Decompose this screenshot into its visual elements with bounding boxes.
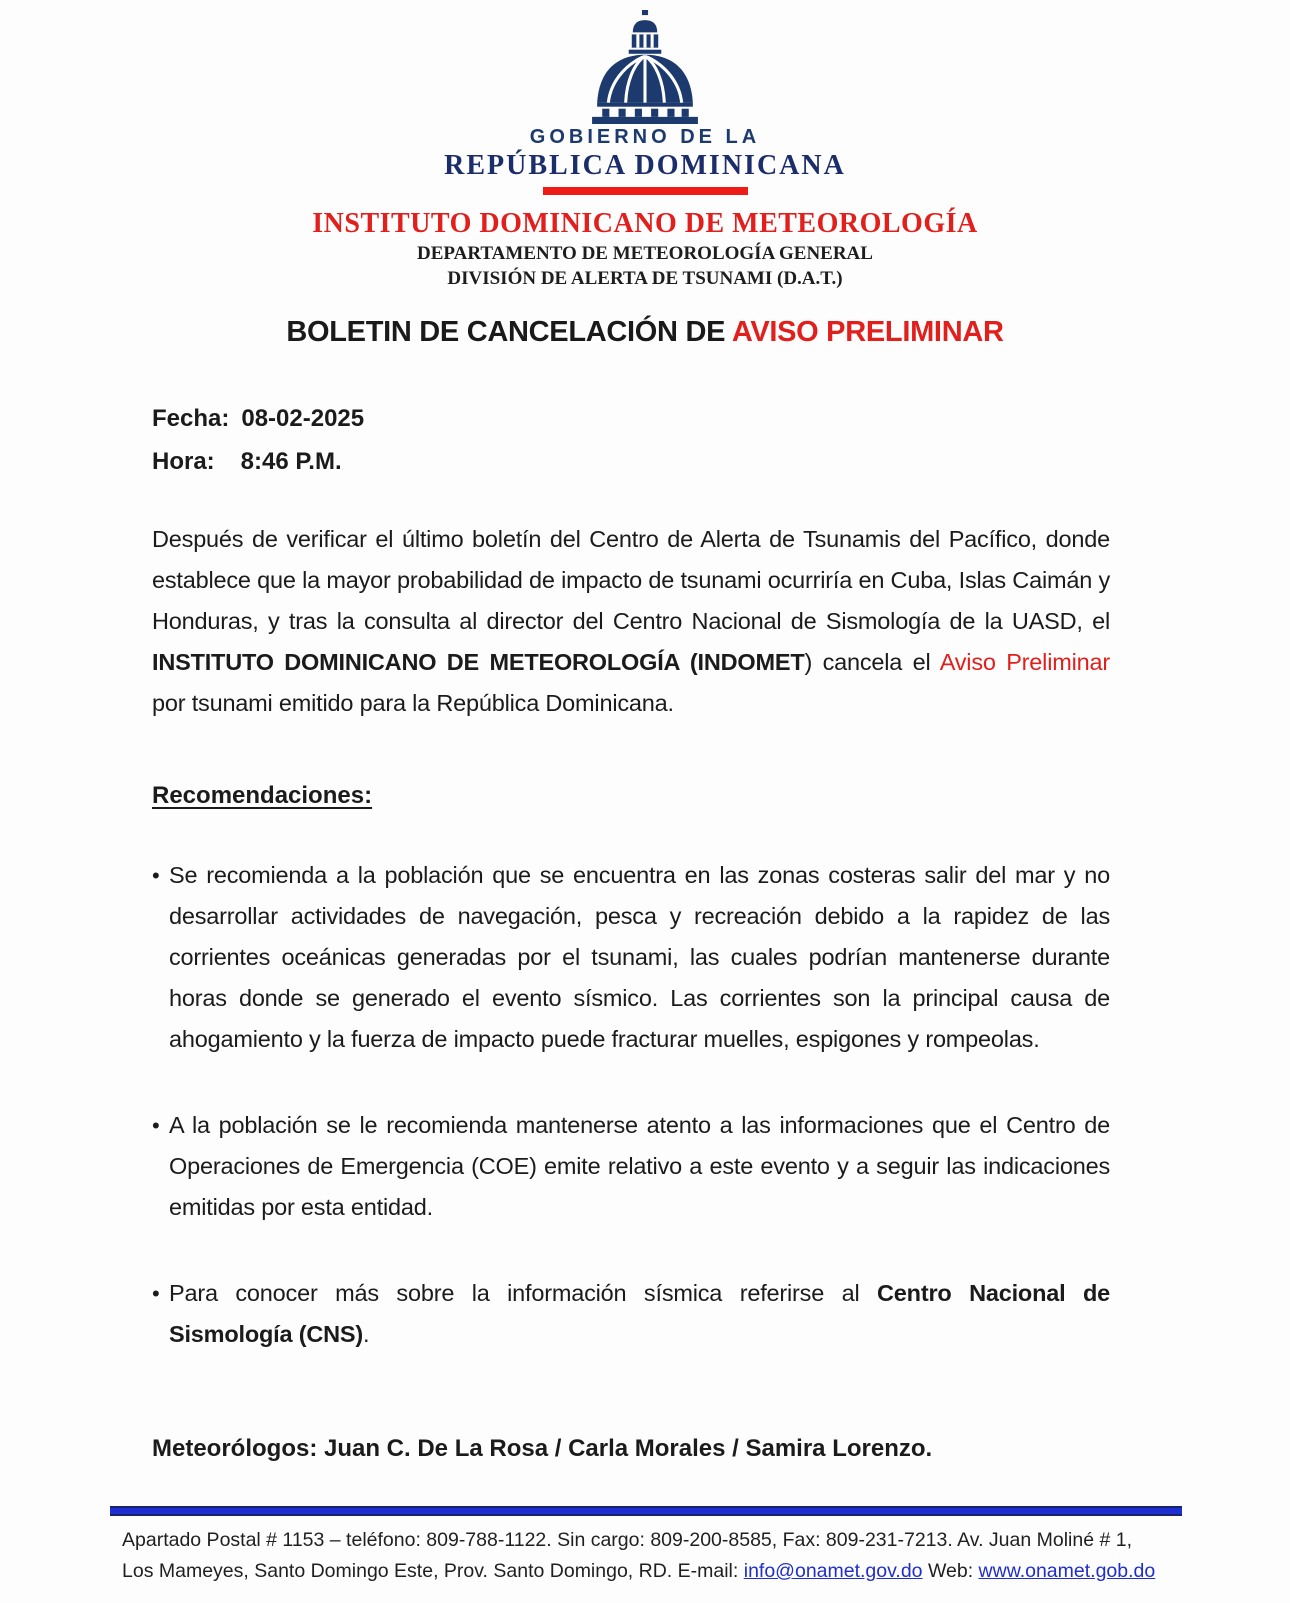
division-line: DIVISIÓN DE ALERTA DE TSUNAMI (D.A.T.) <box>447 268 843 289</box>
fecha-value: 08-02-2025 <box>241 405 365 432</box>
text-segment: por tsunami emitido para la República Dominicana. <box>152 690 674 716</box>
recommendations-heading: Recomendaciones: <box>152 782 373 809</box>
footer-line2 <box>122 1556 1190 1587</box>
text-segment: (CNS) <box>298 1321 363 1347</box>
footer-double-rule <box>110 1506 1182 1516</box>
footer-line2-mid: Web: <box>922 1560 979 1582</box>
hora-label: Hora: <box>152 448 215 475</box>
text-segment: A la población se le recomienda mantenerse atento a las informaciones que el Centro de Operaciones de Emergencia (COE) emite relativo a este evento y a seguir las indicaciones emitidas por esta entidad. <box>169 1112 1110 1220</box>
recommendation-item <box>152 1105 1110 1228</box>
instituto-line: INSTITUTO DOMINICANO DE METEOROLOGÍA <box>312 208 978 239</box>
bullet-marker: • <box>152 863 160 888</box>
document-footer <box>0 1506 1290 1603</box>
bullet-marker: • <box>152 1113 160 1138</box>
recommendation-text <box>169 1273 1110 1355</box>
fecha-row <box>152 397 1110 440</box>
email-link[interactable]: info@onamet.gov.do <box>743 1560 923 1582</box>
main-paragraph <box>152 519 1110 724</box>
departamento-line: DEPARTAMENTO DE METEOROLOGÍA GENERAL <box>417 243 873 264</box>
text-segment: Después de verificar el último boletín del Centro de Alerta de Tsunamis del Pacífico, donde establece que la mayor probabilidad de impacto de tsunami ocurriría en Cuba, Islas Caimán y Honduras, y tras la consulta al director del Centro Nacional de Sismología de la UASD, el <box>152 526 1110 634</box>
government-dome-logo-icon <box>579 10 711 124</box>
recommendations-list <box>152 855 1110 1355</box>
bulletin-title <box>0 316 1290 349</box>
recommendation-text <box>169 1105 1110 1228</box>
text-segment: . <box>363 1321 370 1347</box>
footer-line2-prefix: Los Mameyes, Santo Domingo Este, Prov. Santo Domingo, RD. E-mail: <box>122 1560 744 1582</box>
bullet-marker: • <box>152 1281 160 1306</box>
fecha-label: Fecha: <box>152 405 230 432</box>
footer-text <box>122 1525 1190 1587</box>
meteorologists-line: Meteorólogos: Juan C. De La Rosa / Carla Morales / Samira Lorenzo. <box>152 1435 933 1462</box>
footer-line1: Apartado Postal # 1153 – teléfono: 809-788-1122. Sin cargo: 809-200-8585, Fax: 809-231-7213. Av. Juan Moliné # 1, <box>122 1529 1133 1551</box>
recommendation-item <box>152 855 1110 1060</box>
text-segment: ) cancela el <box>804 649 940 675</box>
web-link[interactable]: www.onamet.gob.do <box>978 1560 1156 1582</box>
meta-block <box>152 397 1110 483</box>
republica-line: REPÚBLICA DOMINICANA <box>444 150 846 181</box>
text-segment: Centro Nacional de Sismología <box>169 1280 1110 1347</box>
document-body <box>152 349 1110 1463</box>
text-segment: Para conocer más sobre la información sísmica referirse al <box>169 1280 878 1306</box>
text-segment: Aviso Preliminar <box>939 649 1110 675</box>
bulletin-title-black: BOLETIN DE CANCELACIÓN DE <box>286 316 732 348</box>
bulletin-title-red: AVISO PRELIMINAR <box>731 316 1004 348</box>
red-underline-bar <box>543 187 748 195</box>
hora-value: 8:46 P.M. <box>240 448 342 475</box>
recommendation-item <box>152 1273 1110 1355</box>
text-segment: Se recomienda a la población que se encuentra en las zonas costeras salir del mar y no desarrollar actividades de navegación, pesca y recreación debido a la rapidez de las corrientes oceánicas generadas por el tsunami, las cuales podrían mantenerse durante horas donde se generado el evento sísmico. Las corrientes son la principal causa de ahogamiento y la fuerza de impacto puede fracturar muelles, espigones y rompeolas. <box>169 862 1110 1052</box>
recommendation-text <box>169 855 1110 1060</box>
hora-row <box>152 440 1110 483</box>
text-segment: INSTITUTO DOMINICANO DE METEOROLOGÍA (INDOMET <box>152 649 805 675</box>
gobierno-line: GOBIERNO DE LA <box>529 126 761 148</box>
document-header <box>0 10 1290 349</box>
